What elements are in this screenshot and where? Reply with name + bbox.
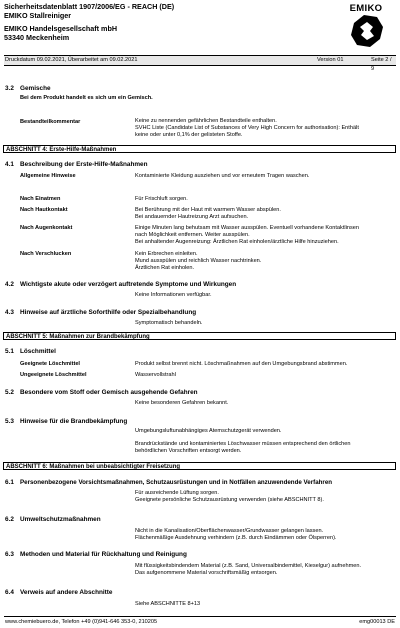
field-label: Geeignete Löschmittel	[20, 361, 80, 367]
section-title: Löschmittel	[20, 348, 56, 355]
print-date: Druckdatum 09.02.2021, Überarbeitet am 09.02.2021	[5, 57, 138, 63]
field-value: Keine zu nennenden gefährlichen Bestandteile enthalten. SVHC Liste (Candidate List of Substances of Very High Concern for authorisation): Enthält keine oder unter 0,1% der gelisteten Stoffe.	[135, 118, 359, 138]
section-subtitle: Bei dem Produkt handelt es sich um ein Gemisch.	[20, 95, 153, 101]
section-title: Verweis auf andere Abschnitte	[20, 589, 113, 596]
section-title: Besondere vom Stoff oder Gemisch ausgehende Gefahren	[20, 389, 198, 396]
field-value: Produkt selbst brennt nicht. Löschmaßnahmen auf den Umgebungsbrand abstimmen.	[135, 361, 348, 367]
section-number: 5.1	[5, 348, 14, 355]
field-value: Für ausreichende Lüftung sorgen. Geeignete persönliche Schutzausrüstung verwenden (siehe ABSCHNITT 8).	[135, 490, 324, 503]
section-number: 6.2	[5, 516, 14, 523]
section-title: Hinweise für die Brandbekämpfung	[20, 418, 128, 425]
section-number: 6.4	[5, 589, 14, 596]
field-label: Nach Hautkontakt	[20, 207, 68, 213]
section-title: Methoden und Material für Rückhaltung und Reinigung	[20, 551, 187, 558]
section-number: 4.1	[5, 161, 14, 168]
field-value: Symptomatisch behandeln.	[135, 320, 203, 326]
field-value: Brandrückstände und kontaminiertes Löschwasser müssen entsprechend den örtlichen behördlichen Vorschriften entsorgt werden.	[135, 441, 351, 454]
field-label: Nach Einatmen	[20, 196, 61, 202]
section-title: Wichtigste akute oder verzögert auftretende Symptome und Wirkungen	[20, 281, 237, 288]
version: Version 01	[317, 57, 344, 63]
footer-code: emg00013 DE	[359, 619, 395, 625]
field-value: Keine besonderen Gefahren bekannt.	[135, 400, 229, 406]
section-number: 5.3	[5, 418, 14, 425]
field-value: Umgebungsluftunabhängiges Atemschutzgerät verwenden.	[135, 428, 282, 434]
section-title: Hinweise auf ärztliche Soforthilfe oder Spezialbehandlung	[20, 309, 197, 316]
field-label: Allgemeine Hinweise	[20, 173, 76, 179]
header-product: EMIKO Stallreiniger	[4, 11, 72, 20]
field-value: Für Frischluft sorgen.	[135, 196, 188, 202]
document-header	[4, 2, 174, 42]
page-number: Seite 2 / 9	[371, 57, 392, 72]
section-number: 5.2	[5, 389, 14, 396]
field-value: Einige Minuten lang behutsam mit Wasser ausspülen. Eventuell vorhandene Kontaktlinsen nach Möglichkeit entfernen. Weiter ausspülen. Bei anhaltender Augenreizung: Ärztlichen Rat einholen/ärztliche Hilfe hinzuziehen.	[135, 225, 359, 245]
emiko-logo: EMIKO	[337, 3, 395, 48]
section-title: Gemische	[20, 85, 51, 92]
field-label: Nach Verschlucken	[20, 251, 72, 257]
field-label: Bestandteilkommentar	[20, 119, 81, 125]
header-address: 53340 Meckenheim	[4, 33, 70, 42]
section-number: 4.2	[5, 281, 14, 288]
field-value: Kein Erbrechen einleiten. Mund ausspülen und reichlich Wasser nachtrinken. Ärztlichen Rat einholen.	[135, 251, 262, 271]
section-number: 4.3	[5, 309, 14, 316]
page-footer	[4, 616, 396, 627]
section-title: Beschreibung der Erste-Hilfe-Maßnahmen	[20, 161, 148, 168]
field-value: Mit flüssigkeitsbindendem Material (z.B. Sand, Universalbindemittel, Kieselgur) aufnehmen. Das aufgenommene Material vorschriftsmäßig entsorgen.	[135, 563, 362, 576]
section-number: 6.3	[5, 551, 14, 558]
field-value: Keine Informationen verfügbar.	[135, 292, 212, 298]
section-header-6: ABSCHNITT 6: Maßnahmen bei unbeabsichtigter Freisetzung	[3, 462, 396, 470]
print-info-bar	[4, 55, 396, 72]
header-title: Sicherheitsdatenblatt 1907/2006/EG - REACH (DE)	[4, 2, 175, 11]
field-label: Ungeeignete Löschmittel	[20, 372, 87, 378]
field-value: Siehe ABSCHNITTE 8+13	[135, 601, 201, 607]
section-header-4: ABSCHNITT 4: Erste-Hilfe-Maßnahmen	[3, 145, 396, 153]
section-number: 3.2	[5, 85, 14, 92]
field-value: Kontaminierte Kleidung ausziehen und vor erneutem Tragen waschen.	[135, 173, 310, 179]
field-value: Bei Berührung mit der Haut mit warmem Wasser abspülen. Bei andauernder Hautreizung Arzt aufsuchen.	[135, 207, 281, 220]
field-value: Wasservollstrahl	[135, 372, 176, 378]
section-header-5: ABSCHNITT 5: Maßnahmen zur Brandbekämpfung	[3, 332, 396, 340]
section-title: Personenbezogene Vorsichtsmaßnahmen, Schutzausrüstungen und in Notfällen anzuwendende Verfahren	[20, 479, 333, 486]
field-label: Nach Augenkontakt	[20, 225, 73, 231]
field-value: Nicht in die Kanalisation/Oberflächenwasser/Grundwasser gelangen lassen. Flächenmäßige Ausdehnung verhindern (z.B. durch Eindämmen oder Ölsperren).	[135, 528, 337, 541]
section-number: 6.1	[5, 479, 14, 486]
footer-contact: www.chemiebuero.de, Telefon +49 (0)941-646 353-0, 210205	[5, 619, 158, 625]
header-company: EMIKO Handelsgesellschaft mbH	[4, 24, 118, 33]
section-title: Umweltschutzmaßnahmen	[20, 516, 101, 523]
